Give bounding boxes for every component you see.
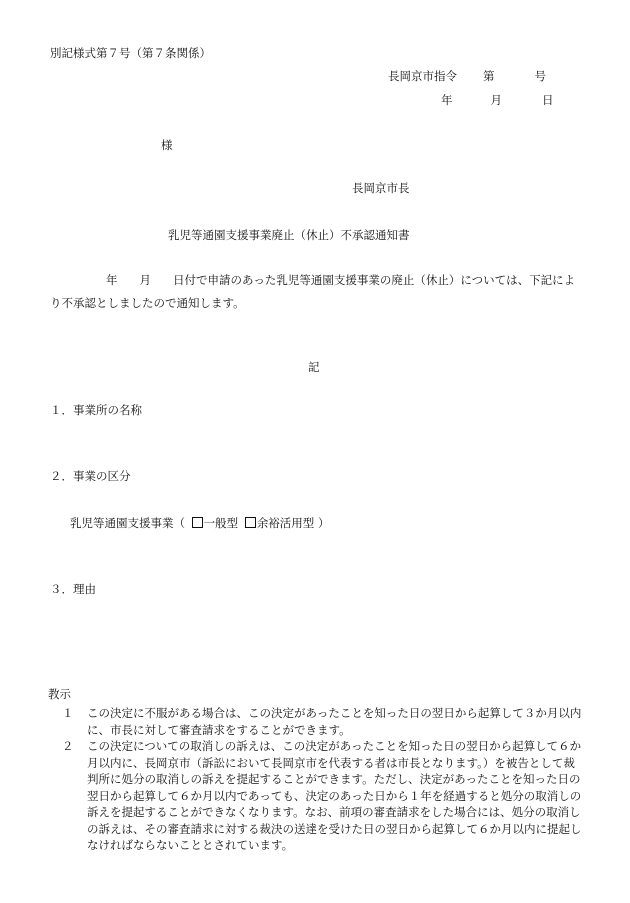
checkbox-surplus-type[interactable] [245, 517, 256, 528]
date-month: 月 [490, 93, 502, 107]
body-month: 月 [139, 273, 151, 287]
document-number [388, 71, 546, 83]
ki-heading: 記 [308, 360, 320, 374]
document-number-dai: 第 [483, 69, 495, 83]
issuer-name: 長岡京市長 [352, 181, 410, 195]
option-surplus-type: 余裕活用型 [256, 516, 315, 530]
business-category-options [70, 517, 329, 530]
document-title: 乳児等通園支援事業廃止（休止）不承認通知書 [168, 228, 410, 242]
body-paragraph [50, 269, 582, 315]
addressee-honorific: 様 [161, 138, 173, 152]
date-day: 日 [542, 93, 554, 107]
kyoji-entry-number: ２ [62, 739, 74, 753]
kyoji-entry-text: この決定についての取消しの訴えは、この決定があったことを知った日の翌日から起算して６か月以内に、長岡京市（訴訟において長岡京市を代表する者は市長となります。）を被告として裁判所に処分の取消しの訴えを提起することができます。ただし、決定があったことを知った日の翌日から起算して６か月以内であっても、決定のあった日から１年を経過すると処分の取消しの訴えを提起することができなくなります。なお、前項の審査請求をした場合には、処分の取消しの訴えは、その審査請求に対する裁決の送達を受けた日の翌日から起算して６か月以内に提起しなければならないこととされています。 [87, 739, 582, 852]
document-date [441, 95, 554, 107]
kyoji-entry-text: この決定に不服がある場合は、この決定があったことを知った日の翌日から起算して３か月以内に、市長に対して審査請求をすることができます。 [87, 706, 582, 737]
kyoji-entry [48, 738, 584, 854]
kyoji-entry-number: １ [62, 706, 74, 720]
body-year: 年 [106, 273, 118, 287]
service-label: 乳児等通園支援事業（ [70, 516, 185, 530]
close-paren: ） [317, 516, 330, 530]
item-reason: ３．理由 [50, 582, 96, 596]
body-text: 日付で申請のあった乳児等通園支援事業の廃止（休止）については、下記により不承認としましたので通知します。 [50, 273, 576, 310]
document-number-go: 号 [534, 69, 546, 83]
item-facility-name: １．事業所の名称 [50, 403, 142, 417]
item-business-category: ２．事業の区分 [50, 469, 131, 483]
kyoji-label: 教示 [48, 687, 71, 701]
option-general-type: 一般型 [203, 516, 239, 530]
kyoji-entry [48, 705, 584, 738]
kyoji-list [48, 705, 584, 854]
checkbox-general-type[interactable] [192, 517, 203, 528]
date-year: 年 [441, 93, 453, 107]
document-number-prefix: 長岡京市指令 [388, 69, 457, 83]
form-number: 別記様式第７号（第７条関係） [50, 46, 211, 60]
